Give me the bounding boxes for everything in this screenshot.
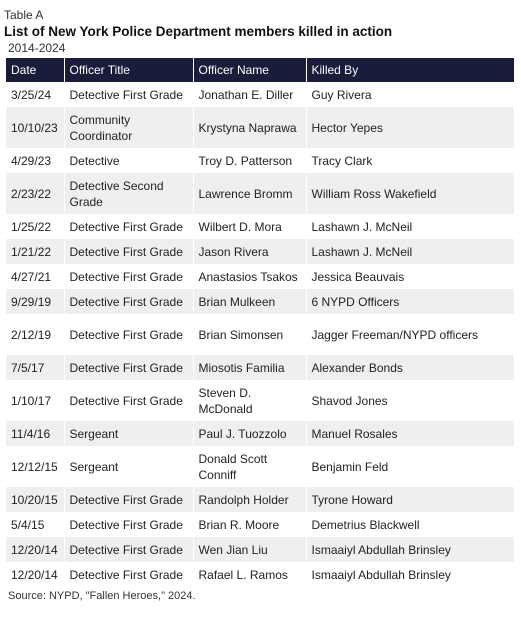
- source-note: Source: NYPD, "Fallen Heroes," 2024.: [8, 590, 196, 602]
- cell-date: 1/10/17: [6, 380, 64, 421]
- cell-killed-by: Shavod Jones: [306, 380, 514, 421]
- column-header-officer-name: Officer Name: [193, 58, 306, 82]
- cell-date: 10/10/23: [6, 107, 64, 148]
- cell-officer-name: Wilbert D. Mora: [193, 214, 306, 239]
- table-body: [6, 82, 514, 587]
- cell-date: 7/5/17: [6, 355, 64, 380]
- cell-officer-name: Anastasios Tsakos: [193, 264, 306, 289]
- cell-killed-by: Demetrius Blackwell: [306, 512, 514, 537]
- table-title: List of New York Police Department members killed in action: [4, 24, 393, 39]
- cell-date: 5/4/15: [6, 512, 64, 537]
- cell-officer-name: Donald Scott Conniff: [193, 446, 306, 487]
- cell-date: 12/12/15: [6, 446, 64, 487]
- cell-officer-title: Community Coordinator: [64, 107, 193, 148]
- table-row: [6, 562, 514, 587]
- cell-date: 1/25/22: [6, 214, 64, 239]
- table-row: [6, 289, 514, 314]
- table-label: Table A: [4, 8, 44, 22]
- cell-killed-by: Ismaaiyl Abdullah Brinsley: [306, 537, 514, 562]
- cell-officer-name: Wen Jian Liu: [193, 537, 306, 562]
- table-row: [6, 264, 514, 289]
- table-row: [6, 421, 514, 446]
- table-row: [6, 173, 514, 214]
- table-row: [6, 107, 514, 148]
- cell-killed-by: Tracy Clark: [306, 148, 514, 173]
- table-row: [6, 82, 514, 107]
- cell-officer-title: Detective First Grade: [64, 380, 193, 421]
- cell-officer-name: Brian Mulkeen: [193, 289, 306, 314]
- cell-officer-name: Troy D. Patterson: [193, 148, 306, 173]
- table-row: [6, 355, 514, 380]
- cell-killed-by: Manuel Rosales: [306, 421, 514, 446]
- cell-officer-title: Sergeant: [64, 446, 193, 487]
- cell-officer-name: Rafael L. Ramos: [193, 562, 306, 587]
- cell-officer-title: Detective: [64, 148, 193, 173]
- table-header: [6, 58, 514, 82]
- cell-officer-title: Detective First Grade: [64, 355, 193, 380]
- table-row: [6, 214, 514, 239]
- cell-date: 4/29/23: [6, 148, 64, 173]
- cell-officer-title: Detective First Grade: [64, 82, 193, 107]
- table-row: [6, 239, 514, 264]
- table-row: [6, 512, 514, 537]
- cell-killed-by: Ismaaiyl Abdullah Brinsley: [306, 562, 514, 587]
- cell-date: 10/20/15: [6, 487, 64, 512]
- cell-officer-name: Jonathan E. Diller: [193, 82, 306, 107]
- cell-officer-title: Detective Second Grade: [64, 173, 193, 214]
- cell-date: 2/12/19: [6, 314, 64, 355]
- cell-officer-name: Lawrence Bromm: [193, 173, 306, 214]
- cell-officer-title: Detective First Grade: [64, 562, 193, 587]
- cell-date: 2/23/22: [6, 173, 64, 214]
- cell-officer-name: Krystyna Naprawa: [193, 107, 306, 148]
- cell-officer-name: Steven D. McDonald: [193, 380, 306, 421]
- cell-killed-by: Benjamin Feld: [306, 446, 514, 487]
- table-row: [6, 380, 514, 421]
- cell-killed-by: Guy Rivera: [306, 82, 514, 107]
- cell-date: 4/27/21: [6, 264, 64, 289]
- cell-date: 1/21/22: [6, 239, 64, 264]
- table-subtitle: 2014-2024: [8, 41, 66, 55]
- column-header-officer-title: Officer Title: [64, 58, 193, 82]
- cell-officer-name: Miosotis Familia: [193, 355, 306, 380]
- cell-officer-name: Paul J. Tuozzolo: [193, 421, 306, 446]
- cell-date: 9/29/19: [6, 289, 64, 314]
- cell-killed-by: Tyrone Howard: [306, 487, 514, 512]
- cell-officer-title: Detective First Grade: [64, 512, 193, 537]
- cell-killed-by: Hector Yepes: [306, 107, 514, 148]
- cell-officer-name: Randolph Holder: [193, 487, 306, 512]
- table-row: [6, 537, 514, 562]
- cell-date: 3/25/24: [6, 82, 64, 107]
- column-header-date: Date: [6, 58, 64, 82]
- cell-officer-title: Detective First Grade: [64, 487, 193, 512]
- cell-officer-name: Brian R. Moore: [193, 512, 306, 537]
- cell-officer-title: Detective First Grade: [64, 214, 193, 239]
- table-row: [6, 148, 514, 173]
- table-row: [6, 314, 514, 355]
- cell-killed-by: 6 NYPD Officers: [306, 289, 514, 314]
- cell-date: 12/20/14: [6, 562, 64, 587]
- cell-killed-by: Lashawn J. McNeil: [306, 214, 514, 239]
- officers-table: [6, 58, 514, 587]
- cell-date: 11/4/16: [6, 421, 64, 446]
- cell-officer-title: Detective First Grade: [64, 537, 193, 562]
- cell-killed-by: Alexander Bonds: [306, 355, 514, 380]
- cell-killed-by: Jagger Freeman/NYPD officers: [306, 314, 514, 355]
- cell-officer-name: Jason Rivera: [193, 239, 306, 264]
- table-row: [6, 487, 514, 512]
- cell-officer-title: Detective First Grade: [64, 289, 193, 314]
- cell-officer-title: Detective First Grade: [64, 264, 193, 289]
- cell-officer-title: Detective First Grade: [64, 314, 193, 355]
- cell-killed-by: Lashawn J. McNeil: [306, 239, 514, 264]
- cell-officer-name: Brian Simonsen: [193, 314, 306, 355]
- cell-officer-title: Detective First Grade: [64, 239, 193, 264]
- table-row: [6, 446, 514, 487]
- cell-officer-title: Sergeant: [64, 421, 193, 446]
- cell-date: 12/20/14: [6, 537, 64, 562]
- cell-killed-by: Jessica Beauvais: [306, 264, 514, 289]
- cell-killed-by: William Ross Wakefield: [306, 173, 514, 214]
- column-header-killed-by: Killed By: [306, 58, 514, 82]
